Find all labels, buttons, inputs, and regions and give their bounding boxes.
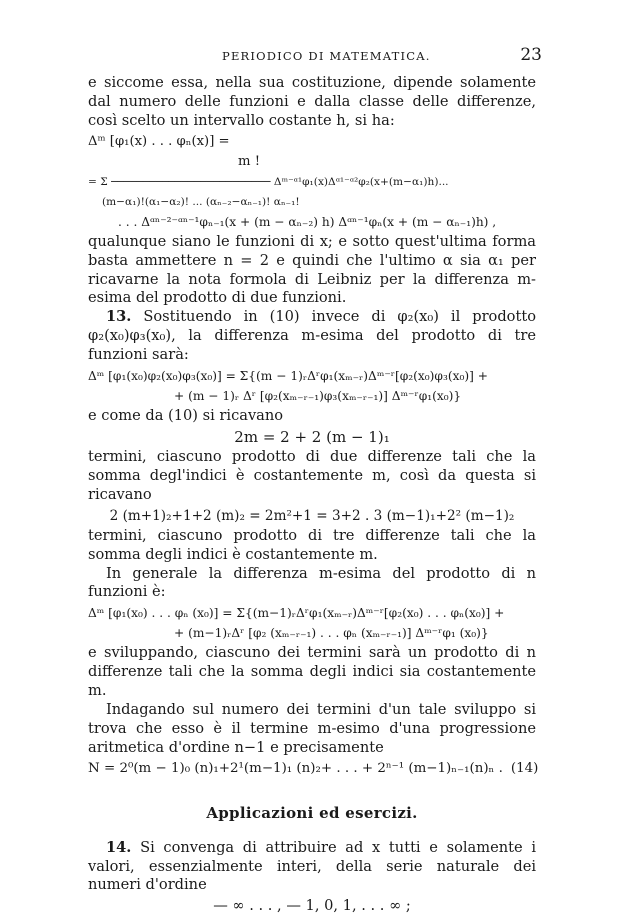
equation-2-line-1: Δᵐ [φ₁(x₀)φ₂(x₀)φ₃(x₀)] = Σ{(m − 1)ᵣΔʳφ₁(xₘ₋ᵣ)Δᵐ⁻ʳ[φ₂(x₀)φ₃(x₀)] + — [88, 369, 488, 384]
paragraph-3 — [88, 308, 536, 365]
equation-2-line-2: + (m − 1)ᵣ Δʳ [φ₂(xₘ₋ᵣ₋₁)φ₃(xₘ₋ᵣ₋₁)] Δᵐ⁻ʳφ₁(x₀)} — [174, 389, 462, 404]
paragraph-10-text: Si convenga di attribuire ad x tutti e solamente i valori, essenzialmente interi, della serie naturale dei numeri d'ordine — [88, 838, 536, 894]
paragraph-1: e siccome essa, nella sua costituzione, dipende solamente dal numero delle funzioni e dalla classe delle differenze, così scelto un intervallo costante h, si ha: — [88, 74, 536, 129]
paragraph-4: e come da (10) si ricavano — [88, 407, 284, 425]
equation-1-denominator: (m−α₁)!(α₁−α₂)! ... (αₙ₋₂−αₙ₋₁)! αₙ₋₁! — [102, 195, 300, 208]
equation-1-numerator: m ! — [238, 153, 260, 169]
paragraph-7: In generale la differenza m-esima del prodotto di n funzioni è: — [88, 564, 536, 601]
equation-4: 2 (m+1)₂+1+2 (m)₂ = 2m²+1 = 3+2 . 3 (m−1)₁+2² (m−1)₂ — [109, 507, 515, 524]
paragraph-9: Indagando sul numero dei termini d'un tale sviluppo si trova che esso è il termine m-esimo d'una progressione aritmetica d'ordine n−1 e precisamente — [88, 701, 536, 756]
equation-1-line-1: Δᵐ [φ₁(x) . . . φₙ(x)] = — [88, 133, 230, 149]
paragraph-10 — [88, 839, 536, 896]
paragraph-8: e sviluppando, ciascuno dei termini sarà un prodotto di n differenze tali che la somma degli indici sia costantemente m. — [88, 644, 536, 700]
page-body — [88, 74, 539, 917]
section-title: Applicazioni ed esercizi. — [206, 803, 418, 822]
equation-7: — ∞ . . . , — 1, 0, 1, . . . ∞ ; — [213, 897, 411, 915]
equation-6-number: (14) — [510, 760, 539, 776]
equation-5-line-1: Δᵐ [φ₁(x₀) . . . φₙ (x₀)] = Σ{(m−1)ᵣΔʳφ₁(xₘ₋ᵣ)Δᵐ⁻ʳ[φ₂(x₀) . . . φₙ(x₀)] + — [88, 606, 505, 621]
equation-1-line-3: = Σ ───────────────────────── Δᵐ⁻ᵅ¹φ₁(x)Δᵅ¹⁻ᵅ²φ₂(x+(m−α₁)h)... — [88, 175, 449, 188]
section-number-13: 13. — [106, 308, 132, 326]
paragraph-5: termini, ciascuno prodotto di due differenze tali che la somma degl'indici è costantemente m, così da questa si ricavano — [88, 447, 536, 503]
page-number: 23 — [520, 45, 542, 65]
equation-1-line-4: . . . Δᵅⁿ⁻²⁻ᵅⁿ⁻¹φₙ₋₁(x + (m − αₙ₋₂) h) Δᵅⁿ⁻¹φₙ(x + (m − αₙ₋₁)h) , — [118, 214, 497, 229]
paragraph-2: qualunque siano le funzioni di x; e sotto quest'ultima forma basta ammettere n = 2 e quindi che l'ultimo α sia α₁ per ricavarne la nota formola di Leibniz per la differenza m-esima del prodotto di due funzioni. — [88, 232, 536, 307]
equation-5-line-2: + (m−1)ᵣΔʳ [φ₂ (xₘ₋ᵣ₋₁) . . . φₙ (xₘ₋ᵣ₋₁)] Δᵐ⁻ʳφ₁ (x₀)} — [174, 626, 489, 641]
equation-6-formula: N = 2⁰(m − 1)₀ (n)₁+2¹(m−1)₁ (n)₂+ . . . + 2ⁿ⁻¹ (m−1)ₙ₋₁(n)ₙ . — [88, 760, 503, 776]
equation-6 — [88, 760, 539, 778]
section-number-14: 14. — [106, 838, 132, 856]
equation-3: 2m = 2 + 2 (m − 1)₁ — [234, 427, 390, 446]
running-head: PERIODICO DI MATEMATICA. — [222, 49, 431, 63]
page-header — [0, 47, 624, 67]
paragraph-3-text: Sostituendo in (10) invece di φ₂(x₀) il prodotto φ₂(x₀)φ₃(x₀), la differenza m-esima del prodotto di tre funzioni sarà: — [88, 308, 536, 364]
paragraph-6: termini, ciascuno prodotto di tre differenze tali che la somma degli indici è costantemente m. — [88, 526, 536, 563]
